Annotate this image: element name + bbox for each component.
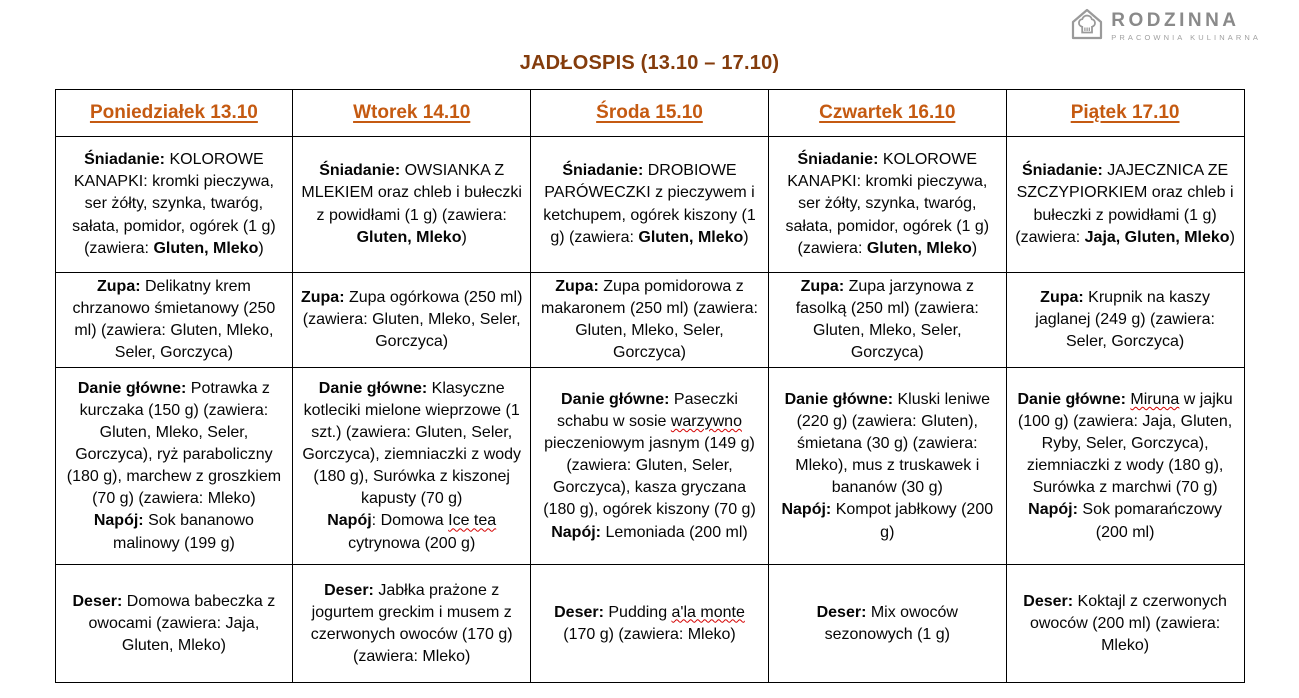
cell-piatek-deser: Deser: Koktajl z czerwonych owoców (200 ml) (zawiera: Mleko) <box>1006 565 1244 683</box>
cell-wtorek-deser: Deser: Jabłka prażone z jogurtem greckim i musem z czerwonych owoców (170 g) (zawiera: Mleko) <box>293 565 531 683</box>
cell-poniedzialek-danie-glowne: Danie główne: Potrawka z kurczaka (150 g) (zawiera: Gluten, Mleko, Seler, Gorczyca), ryż paraboliczny (180 g), marchew z groszkiem (70 g) (zawiera: Mleko) Napój: Sok bananowo malinowy (199 g) <box>55 368 293 565</box>
house-chef-hat-icon <box>1070 7 1104 46</box>
cell-piatek-sniadanie: Śniadanie: JAJECZNICA ZE SZCZYPIORKIEM oraz chleb i bułeczki z powidłami (1 g) (zawiera: Jaja, Gluten, Mleko) <box>1006 137 1244 273</box>
cell-sroda-sniadanie: Śniadanie: DROBIOWE PARÓWECZKI z pieczywem i ketchupem, ogórek kiszony (1 g) (zawiera: Gluten, Mleko) <box>531 137 769 273</box>
header-poniedzialek: Poniedziałek 13.10 <box>55 90 293 137</box>
weekly-menu-table <box>55 89 1245 683</box>
header-sroda: Środa 15.10 <box>531 90 769 137</box>
row-deser <box>55 565 1244 683</box>
cell-wtorek-danie-glowne: Danie główne: Klasyczne kotleciki mielone wieprzowe (1 szt.) (zawiera: Gluten, Seler, Gorczyca), ziemniaczki z wody (180 g), Surówka z kiszonej kapusty (70 g) Napój: Domowa Ice tea cytrynowa (200 g) <box>293 368 531 565</box>
header-row <box>55 90 1244 137</box>
brand-subtitle: PRACOWNIA KULINARNA <box>1111 32 1261 42</box>
cell-poniedzialek-zupa: Zupa: Delikatny krem chrzanowo śmietanowy (250 ml) (zawiera: Gluten, Mleko, Seler, Gorczyca) <box>55 273 293 368</box>
cell-sroda-zupa: Zupa: Zupa pomidorowa z makaronem (250 ml) (zawiera: Gluten, Mleko, Seler, Gorczyca) <box>531 273 769 368</box>
cell-piatek-zupa: Zupa: Krupnik na kaszy jaglanej (249 g) (zawiera: Seler, Gorczyca) <box>1006 273 1244 368</box>
row-danie-glowne <box>55 368 1244 565</box>
cell-czwartek-danie-glowne: Danie główne: Kluski leniwe (220 g) (zawiera: Gluten), śmietana (30 g) (zawiera: Mleko), mus z truskawek i bananów (30 g) Napój: Kompot jabłkowy (200 g) <box>768 368 1006 565</box>
cell-wtorek-zupa: Zupa: Zupa ogórkowa (250 ml) (zawiera: Gluten, Mleko, Seler, Gorczyca) <box>293 273 531 368</box>
cell-piatek-danie-glowne: Danie główne: Miruna w jajku (100 g) (zawiera: Jaja, Gluten, Ryby, Seler, Gorczyca), ziemniaczki z wody (180 g), Surówka z marchwi (70 g) Napój: Sok pomarańczowy (200 ml) <box>1006 368 1244 565</box>
header-czwartek: Czwartek 16.10 <box>768 90 1006 137</box>
row-sniadanie <box>55 137 1244 273</box>
brand-logo <box>1070 7 1261 46</box>
page-title: JADŁOSPIS (13.10 – 17.10) <box>519 52 780 74</box>
brand-name: RODZINNA <box>1111 10 1240 32</box>
cell-czwartek-deser: Deser: Mix owoców sezonowych (1 g) <box>768 565 1006 683</box>
header-wtorek: Wtorek 14.10 <box>293 90 531 137</box>
cell-wtorek-sniadanie: Śniadanie: OWSIANKA Z MLEKIEM oraz chleb i bułeczki z powidłami (1 g) (zawiera: Gluten, Mleko) <box>293 137 531 273</box>
cell-czwartek-zupa: Zupa: Zupa jarzynowa z fasolką (250 ml) (zawiera: Gluten, Mleko, Seler, Gorczyca) <box>768 273 1006 368</box>
cell-sroda-deser: Deser: Pudding a'la monte (170 g) (zawiera: Mleko) <box>531 565 769 683</box>
cell-sroda-danie-glowne: Danie główne: Paseczki schabu w sosie warzywno pieczeniowym jasnym (149 g) (zawiera: Gluten, Seler, Gorczyca), kasza gryczana (180 g), ogórek kiszony (70 g) Napój: Lemoniada (200 ml) <box>531 368 769 565</box>
cell-czwartek-sniadanie: Śniadanie: KOLOROWE KANAPKI: kromki pieczywa, ser żółty, szynka, twaróg, sałata, pomidor, ogórek (1 g) (zawiera: Gluten, Mleko) <box>768 137 1006 273</box>
cell-poniedzialek-deser: Deser: Domowa babeczka z owocami (zawiera: Jaja, Gluten, Mleko) <box>55 565 293 683</box>
cell-poniedzialek-sniadanie: Śniadanie: KOLOROWE KANAPKI: kromki pieczywa, ser żółty, szynka, twaróg, sałata, pomidor, ogórek (1 g) (zawiera: Gluten, Mleko) <box>55 137 293 273</box>
header-piatek: Piątek 17.10 <box>1006 90 1244 137</box>
row-zupa <box>55 273 1244 368</box>
